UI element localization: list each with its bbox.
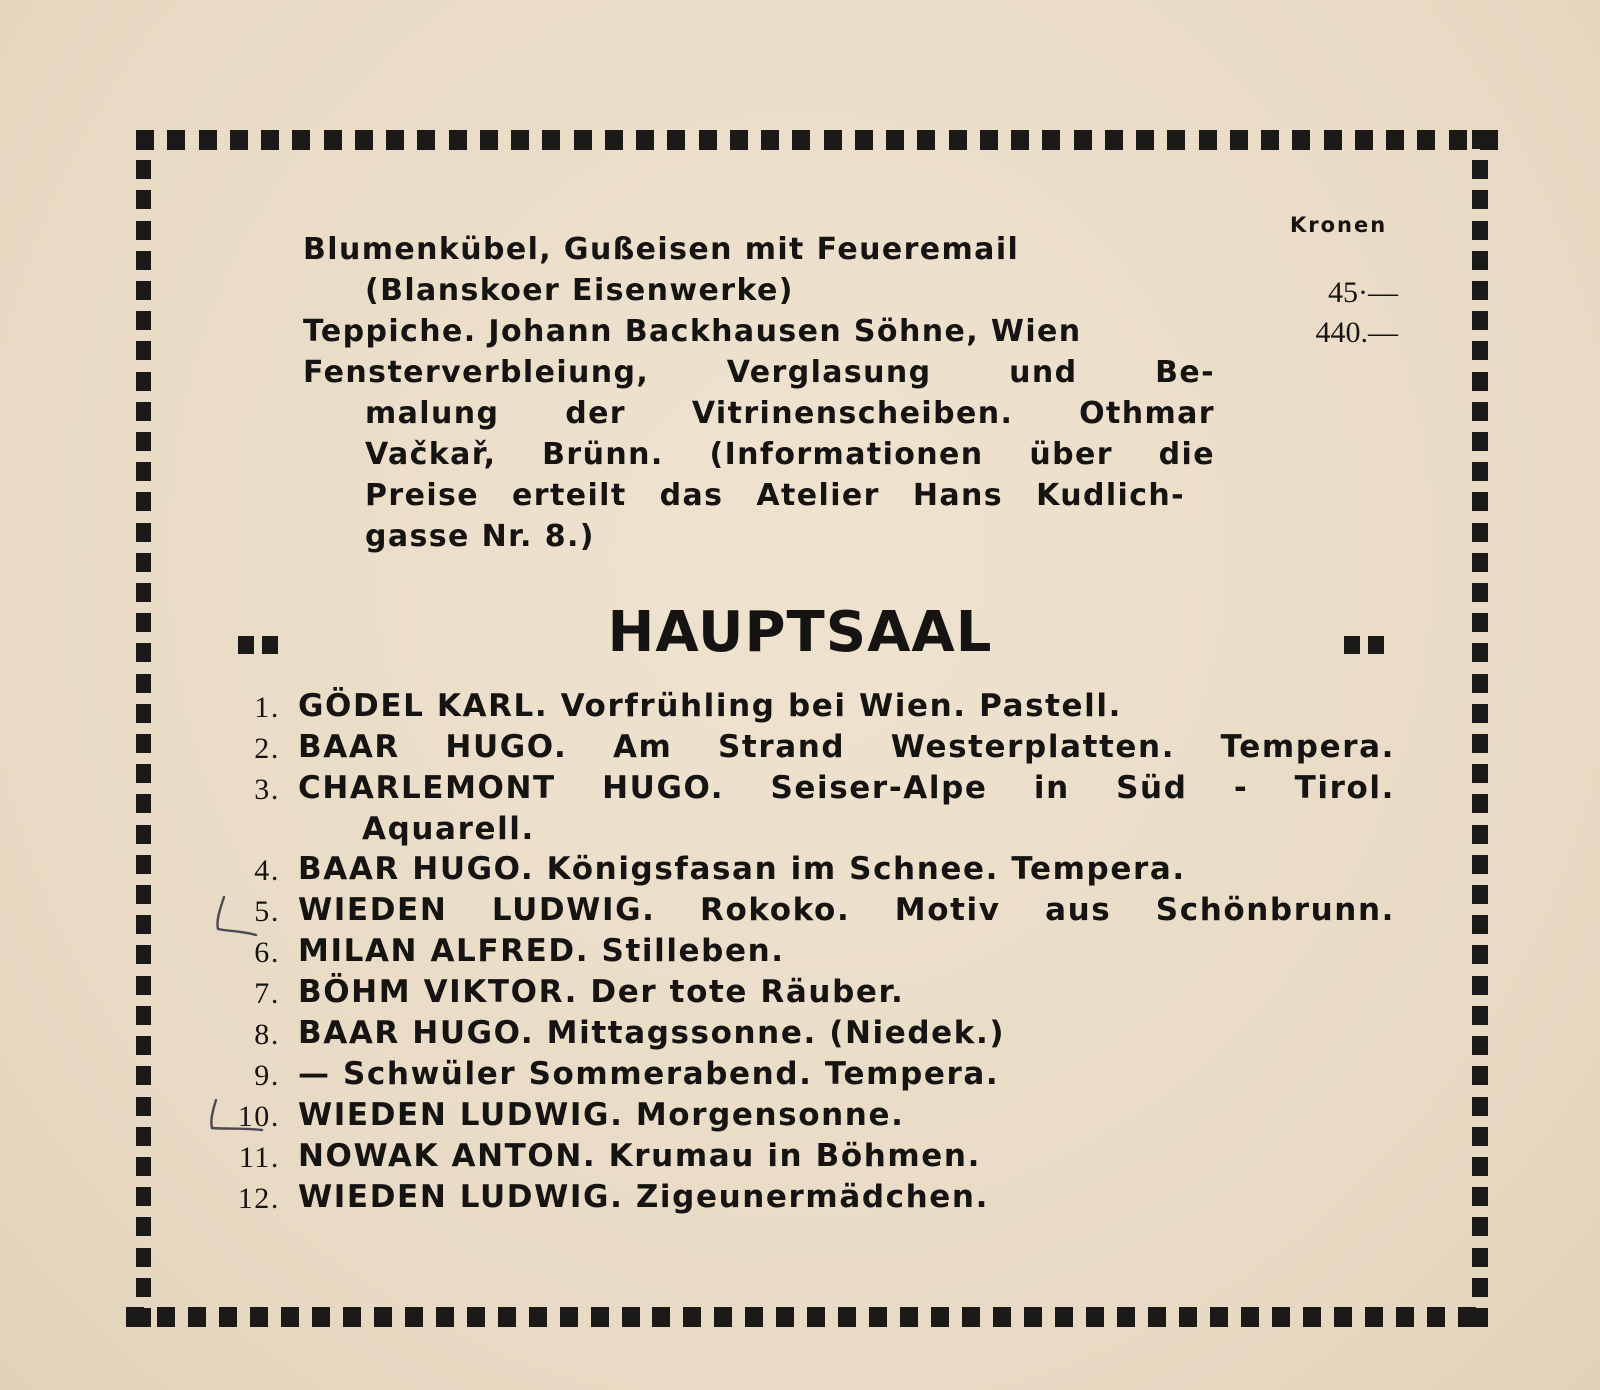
border-square (136, 462, 151, 481)
border-square (157, 1307, 175, 1327)
border-square (1105, 130, 1123, 150)
border-square (136, 160, 151, 179)
border-square (188, 1307, 206, 1327)
border-square (1241, 1307, 1259, 1327)
border-square (136, 1217, 151, 1236)
border-square (136, 190, 151, 209)
catalog-item (220, 1097, 1395, 1139)
border-square (792, 130, 810, 150)
section-heading: HAUPTSAAL (607, 600, 993, 665)
border-square (1472, 281, 1488, 300)
border-square (1472, 1006, 1488, 1025)
border-square (761, 130, 779, 150)
border-square (730, 130, 748, 150)
border-square (855, 130, 873, 150)
border-square (1472, 734, 1488, 753)
border-square (136, 1248, 151, 1267)
border-square (480, 130, 498, 150)
border-square (1472, 825, 1488, 844)
border-square (136, 855, 151, 874)
catalog-number: 6. (254, 936, 280, 969)
border-square (1472, 1036, 1488, 1055)
border-square (136, 885, 151, 904)
price-entry-1-line-2: (Blanskoer Eisenwerke) (365, 273, 794, 308)
catalog-text: NOWAK ANTON. Krumau in Böhmen. (298, 1138, 981, 1174)
catalog-number: 1. (254, 691, 280, 724)
border-square (1365, 1307, 1383, 1327)
border-square (1472, 794, 1488, 813)
border-square (136, 523, 151, 542)
border-square (1386, 130, 1404, 150)
catalog-number: 9. (254, 1059, 280, 1092)
catalog-item (220, 851, 1395, 893)
border-bottom (126, 1307, 1476, 1327)
border-square (136, 251, 151, 270)
border-square (1449, 130, 1467, 150)
catalog-text: MILAN ALFRED. Stilleben. (298, 933, 785, 969)
border-square (980, 130, 998, 150)
border-square (281, 1307, 299, 1327)
border-square (136, 311, 151, 330)
border-square (886, 130, 904, 150)
border-square (1167, 130, 1185, 150)
border-square (1427, 1307, 1445, 1327)
catalog-number: 12. (237, 1182, 280, 1215)
border-square (136, 976, 151, 995)
border-square (1472, 855, 1488, 874)
border-square (1472, 945, 1488, 964)
border-square (1292, 130, 1310, 150)
border-square (776, 1307, 794, 1327)
border-square (136, 492, 151, 511)
border-square (467, 1307, 485, 1327)
border-square (1472, 372, 1488, 391)
border-left (136, 130, 152, 1327)
border-square (1074, 130, 1092, 150)
border-square (1472, 492, 1488, 511)
border-square (1272, 1307, 1290, 1327)
border-square (605, 130, 623, 150)
catalog-number: 11. (238, 1141, 280, 1174)
border-square (1148, 1307, 1166, 1327)
border-square (949, 130, 967, 150)
border-square (1472, 1248, 1488, 1267)
catalog-number: 3. (254, 773, 280, 806)
border-top (136, 130, 1498, 150)
border-square (683, 1307, 701, 1327)
border-square (1179, 1307, 1197, 1327)
border-square (1472, 341, 1488, 360)
border-square (667, 130, 685, 150)
border-square (560, 1307, 578, 1327)
border-square (136, 1157, 151, 1176)
price-entry-3-line-3: Vačkař, Brünn. (Informationen über die (365, 437, 1215, 472)
catalog-text: WIEDEN LUDWIG. Rokoko. Motiv aus Schönbrunn. (298, 892, 1395, 928)
border-square (1472, 704, 1488, 723)
border-square (824, 130, 842, 150)
border-square (136, 734, 151, 753)
border-square (1417, 130, 1435, 150)
border-square (136, 1066, 151, 1085)
border-square (1303, 1307, 1321, 1327)
catalog-text: GÖDEL KARL. Vorfrühling bei Wien. Pastell. (298, 688, 1123, 724)
border-square (1472, 1308, 1488, 1327)
border-square (292, 130, 310, 150)
border-square (1472, 130, 1488, 149)
border-square (1472, 885, 1488, 904)
border-square (1472, 402, 1488, 421)
border-square (699, 130, 717, 150)
price-entry-2-price: 440.— (1315, 316, 1398, 349)
price-entry-3-line-5: gasse Nr. 8.) (365, 519, 595, 554)
catalog-text: BAAR HUGO. Mittagssonne. (Niedek.) (298, 1015, 1006, 1051)
border-square (498, 1307, 516, 1327)
border-square (1024, 1307, 1042, 1327)
price-entry-3-line-2: malung der Vitrinenscheiben. Othmar (365, 396, 1215, 431)
border-square (136, 1308, 151, 1327)
border-square (1261, 130, 1279, 150)
border-square (917, 130, 935, 150)
border-square (1472, 462, 1488, 481)
border-square (1472, 160, 1488, 179)
border-square (1472, 674, 1488, 693)
catalog-item (220, 688, 1395, 730)
border-square (1472, 1097, 1488, 1116)
border-square (136, 553, 151, 572)
border-square (449, 130, 467, 150)
border-square (1199, 130, 1217, 150)
catalog-item (220, 974, 1395, 1016)
border-square (261, 130, 279, 150)
catalog-number: 2. (254, 732, 280, 765)
catalog-item (220, 1056, 1395, 1098)
border-square (136, 1097, 151, 1116)
pencil-mark-5 (210, 895, 270, 955)
border-square (167, 130, 185, 150)
border-square (807, 1307, 825, 1327)
border-square (1472, 251, 1488, 270)
catalog-text: BAAR HUGO. Königsfasan im Schnee. Tempera. (298, 851, 1186, 887)
border-square (1472, 1157, 1488, 1176)
border-square (136, 764, 151, 783)
border-square (652, 1307, 670, 1327)
border-square (1472, 311, 1488, 330)
catalog-continuation: Aquarell. (362, 811, 535, 847)
catalog-text: BÖHM VIKTOR. Der tote Räuber. (298, 974, 905, 1010)
catalog-number: 7. (254, 977, 280, 1010)
catalog-number: 8. (254, 1018, 280, 1051)
border-square (574, 130, 592, 150)
border-square (529, 1307, 547, 1327)
pencil-mark-10 (200, 1098, 270, 1148)
catalog-text: BAAR HUGO. Am Strand Westerplatten. Tempera. (298, 729, 1395, 765)
catalog-text: CHARLEMONT HUGO. Seiser-Alpe in Süd - Tirol. (298, 770, 1395, 806)
catalog-item (220, 933, 1395, 975)
border-square (136, 1036, 151, 1055)
border-square (136, 372, 151, 391)
border-square (636, 130, 654, 150)
border-square (1230, 130, 1248, 150)
border-square (324, 130, 342, 150)
catalog-item (220, 770, 1395, 812)
border-square (900, 1307, 918, 1327)
border-square (1472, 1217, 1488, 1236)
border-square (1472, 523, 1488, 542)
border-square (1472, 1187, 1488, 1206)
border-square (1472, 553, 1488, 572)
border-square (136, 704, 151, 723)
border-square (1136, 130, 1154, 150)
catalog-item (220, 1015, 1395, 1057)
border-square (136, 221, 151, 240)
border-square (1334, 1307, 1352, 1327)
border-square (136, 432, 151, 451)
price-entry-1-line-1: Blumenkübel, Gußeisen mit Feueremail (303, 232, 1020, 267)
border-square (1472, 221, 1488, 240)
border-square (436, 1307, 454, 1327)
border-square (714, 1307, 732, 1327)
border-square (869, 1307, 887, 1327)
border-square (136, 281, 151, 300)
border-square (1472, 432, 1488, 451)
catalog-text: WIEDEN LUDWIG. Morgensonne. (298, 1097, 905, 1133)
border-square (591, 1307, 609, 1327)
price-entry-3-line-1: Fensterverbleiung, Verglasung und Be- (303, 355, 1215, 390)
border-square (1042, 130, 1060, 150)
border-square (838, 1307, 856, 1327)
border-square (230, 130, 248, 150)
catalog-item (220, 892, 1395, 934)
catalog-item (220, 1138, 1395, 1180)
border-square (1472, 1127, 1488, 1146)
border-square (1086, 1307, 1104, 1327)
border-square (136, 794, 151, 813)
border-square (511, 130, 529, 150)
border-square (1472, 1066, 1488, 1085)
currency-header: Kronen (1290, 213, 1388, 237)
price-entry-3-line-4: Preise erteilt das Atelier Hans Kudlich- (365, 478, 1185, 513)
catalog-item (220, 1179, 1395, 1221)
heading-ornament-right (1344, 636, 1384, 654)
border-square (136, 402, 151, 421)
border-square (1472, 915, 1488, 934)
catalog-item (220, 729, 1395, 771)
border-square (343, 1307, 361, 1327)
border-square (199, 130, 217, 150)
border-square (136, 130, 151, 149)
price-entry-1-price: 45·— (1328, 276, 1398, 309)
border-square (1055, 1307, 1073, 1327)
border-square (931, 1307, 949, 1327)
border-square (962, 1307, 980, 1327)
border-square (1011, 130, 1029, 150)
border-square (136, 1127, 151, 1146)
border-square (1472, 764, 1488, 783)
border-square (250, 1307, 268, 1327)
border-square (136, 1006, 151, 1025)
border-square (136, 945, 151, 964)
border-square (1355, 130, 1373, 150)
catalog-text: — Schwüler Sommerabend. Tempera. (298, 1056, 1000, 1092)
border-square (1324, 130, 1342, 150)
border-square (1472, 190, 1488, 209)
border-square (374, 1307, 392, 1327)
border-square (622, 1307, 640, 1327)
border-square (312, 1307, 330, 1327)
border-square (993, 1307, 1011, 1327)
border-square (1210, 1307, 1228, 1327)
price-entry-2-line-1: Teppiche. Johann Backhausen Söhne, Wien (303, 314, 1082, 349)
border-square (1472, 976, 1488, 995)
border-right (1472, 130, 1492, 1327)
border-square (355, 130, 373, 150)
border-square (1396, 1307, 1414, 1327)
border-square (136, 1187, 151, 1206)
border-square (1472, 1278, 1488, 1297)
border-square (386, 130, 404, 150)
border-square (136, 915, 151, 934)
border-square (136, 674, 151, 693)
border-square (136, 1278, 151, 1297)
border-square (219, 1307, 237, 1327)
border-square (542, 130, 560, 150)
border-square (405, 1307, 423, 1327)
catalog-number: 5. (254, 895, 280, 928)
border-square (745, 1307, 763, 1327)
border-square (1117, 1307, 1135, 1327)
border-square (136, 825, 151, 844)
catalog-text: WIEDEN LUDWIG. Zigeunermädchen. (298, 1179, 989, 1215)
catalog-number: 4. (254, 854, 280, 887)
border-square (136, 341, 151, 360)
border-square (417, 130, 435, 150)
catalog-number: 10. (237, 1100, 280, 1133)
